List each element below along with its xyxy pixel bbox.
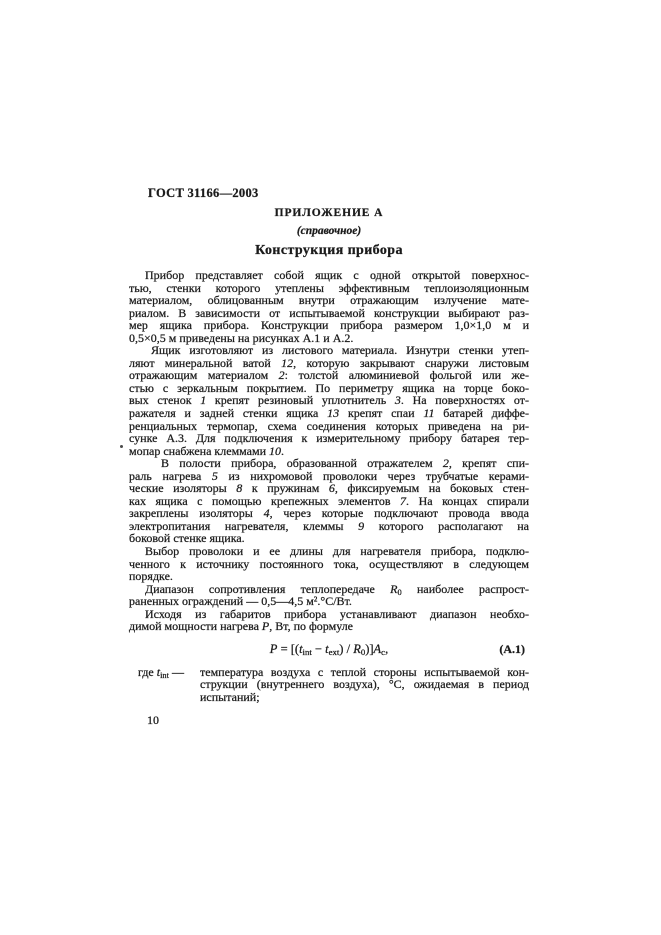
text-line: Выбор проволоки и ее длины для нагревателя прибора, подклю- <box>145 544 529 559</box>
text-line: раненных ограждений — 0,5—4,5 м².°С/Вт. <box>129 594 352 609</box>
text-line: вых стенок 1 крепят резиновый уплотнитель 3. На поверхностях от- <box>129 393 529 408</box>
appendix-kind: (справочное) <box>296 224 362 237</box>
formula <box>129 642 529 657</box>
text-line: мопар снабжена клеммами 10. <box>129 443 285 458</box>
text-line: димой мощности нагрева P, Вт, по формуле <box>129 619 354 634</box>
text-line: Прибор представляет собой ящик с одной открытой поверхнос- <box>145 268 529 282</box>
text-line: тью, стенки которого утеплены эффективным теплоизоляционным <box>129 280 529 295</box>
text-line: раль нагрева 5 из нихромовой проволоки через трубчатые керами- <box>129 468 529 483</box>
text-line: струкции (внутреннего воздуха), °С, ожидаемая в период <box>200 677 529 692</box>
where-lead: где $t_{int}$ — <box>138 664 184 680</box>
text-line: боковой стенке ящика. <box>129 531 245 546</box>
paragraph <box>129 269 529 344</box>
text-line: испытаний; <box>200 689 260 704</box>
text-line: ченного к источнику постоянного тока, осуществляют в следующем <box>129 556 529 571</box>
where-text <box>200 666 529 704</box>
text-line: ках ящика с помощью крепежных элементов 7. На концах спирали <box>129 493 529 508</box>
text-line: стью с зеркальным покрытием. По периметру ящика на торце боко- <box>129 380 529 395</box>
paragraph <box>129 608 529 633</box>
text-line: ражателя и задней стенки ящика 13 крепят спаи 11 батарей диффе- <box>129 406 530 421</box>
paragraphs <box>129 269 529 633</box>
appendix-title: ПРИЛОЖЕНИЕ А <box>274 207 384 219</box>
text-line: мер ящика прибора. Конструкции прибора размером 1,0×1,0 м и <box>129 318 529 333</box>
text-line: сунке А.3. Для подключения к измерительному прибору батарея тер- <box>129 431 529 446</box>
paragraph <box>129 457 529 545</box>
body-text <box>129 269 529 704</box>
text-line: Диапазон сопротивления теплопередаче $R_0$ наиболее распрост- <box>145 581 530 597</box>
text-line: отражающим материалом 2: толстой алюминиевой фольгой или же- <box>129 368 529 383</box>
text-line: материалом, облицованным внутри отражающим излучение мате- <box>129 293 529 308</box>
text-line: риалом. В зависимости от испытываемой конструкции выбирают раз- <box>129 305 529 320</box>
text-line: ческие изоляторы 8 к пружинам 6, фиксируемым на боковых стен- <box>129 481 529 496</box>
paragraph <box>129 583 529 608</box>
paragraph <box>129 545 529 583</box>
paragraph <box>129 344 529 457</box>
section-title: Конструкция прибора <box>255 243 403 258</box>
text-line: 0,5×0,5 м приведены на рисунках А.1 и А.2. <box>129 330 354 345</box>
text-line: ляют минеральной ватой 12, которую закрывают снаружи листовым <box>129 355 529 370</box>
where-block <box>129 666 529 704</box>
text-line: электропитания нагревателя, клеммы 9 которого располагают на <box>129 518 529 533</box>
formula-expression: $P = [(t_{int} - t_{ext}) / R_0)]A_c$, <box>269 641 389 658</box>
text-line: Исходя из габаритов прибора устанавливают диапазон необхо- <box>145 606 529 621</box>
page-number: 10 <box>147 713 159 727</box>
text-line: закреплены изоляторы 4, через которые подключают провода ввода <box>129 506 529 521</box>
doc-number: ГОСТ 31166—2003 <box>148 186 259 200</box>
text-line: порядке. <box>129 569 173 584</box>
formula-label: (А.1) <box>499 641 525 656</box>
text-line: В полости прибора, образованной отражателем 2, крепят спи- <box>161 456 529 471</box>
text-line: ренциальных термопар, схема соединения которых приведена на ри- <box>129 418 529 433</box>
text-line: температура воздуха с теплой стороны испытываемой кон- <box>200 664 529 679</box>
text-line: Ящик изготовляют из листового материала. Изнутри стенки утеп- <box>151 343 529 358</box>
scan-artifact-dot <box>120 445 123 448</box>
